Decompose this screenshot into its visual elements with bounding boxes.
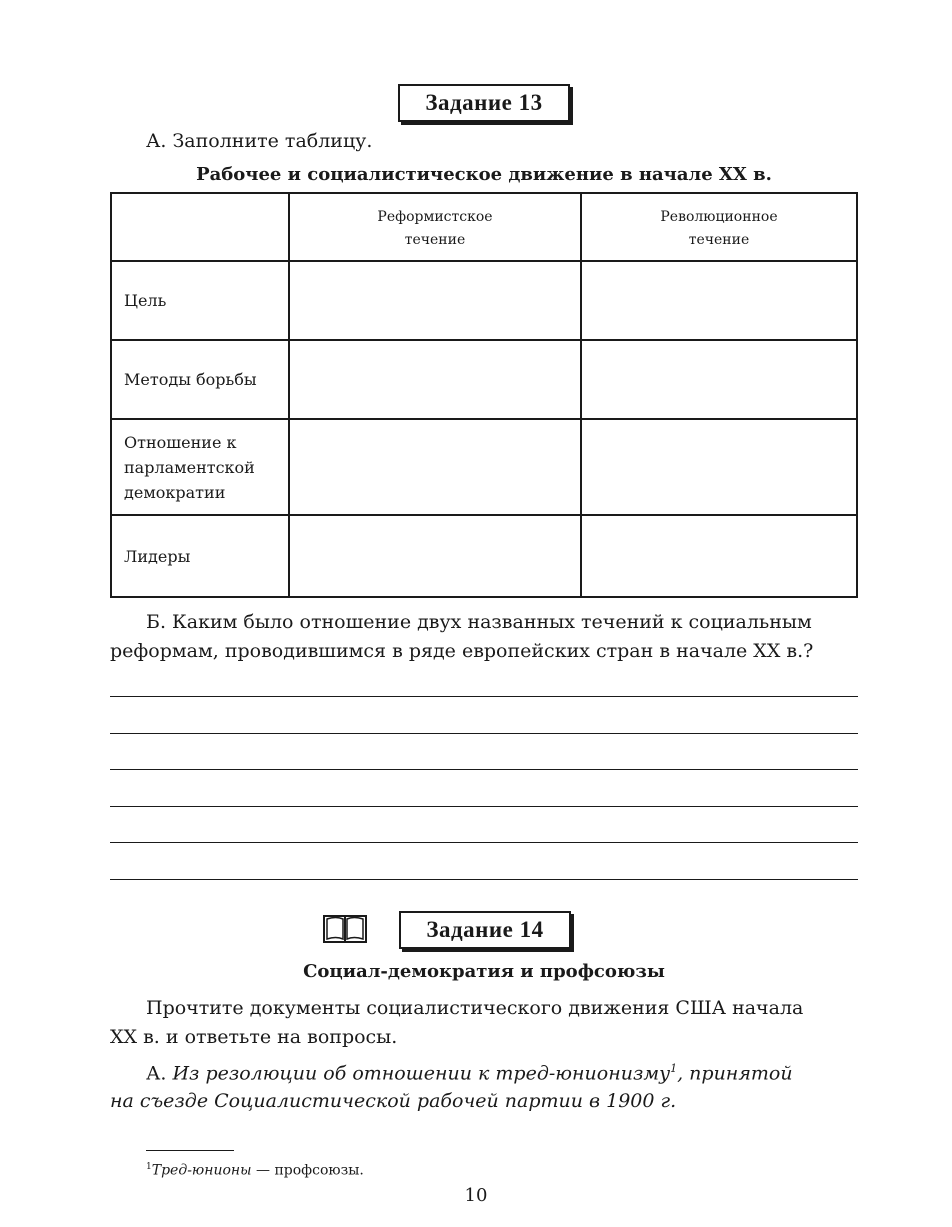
answer-line[interactable] (110, 842, 858, 843)
answer-cell[interactable] (581, 515, 857, 597)
table-row (111, 515, 857, 597)
row-label-line: Отношение к (124, 432, 237, 452)
table-row (111, 261, 857, 340)
table-corner-cell (111, 193, 289, 261)
fill-in-table (110, 192, 858, 598)
instruction-a: А. Заполните таблицу. (146, 130, 373, 152)
column-header-line: Революционное (660, 209, 778, 225)
column-header-revolutionary (581, 193, 857, 261)
table-title: Рабочее и социалистическое движение в начале XX в. (196, 164, 772, 185)
table-header-row (111, 193, 857, 261)
document-a-line (110, 1087, 862, 1115)
row-label-goal: Цель (111, 261, 289, 340)
answer-cell[interactable] (289, 261, 581, 340)
row-label-line: демократии (124, 482, 226, 502)
intro-line: XX в. и ответьте на вопросы. (110, 1026, 398, 1048)
answer-cell[interactable] (289, 340, 581, 419)
answer-line[interactable] (110, 733, 858, 734)
answer-line[interactable] (110, 879, 858, 880)
section-title: Социал-демократия и профсоюзы (303, 961, 665, 982)
footnote-number: 1 (146, 1162, 152, 1172)
column-header-line: течение (688, 232, 750, 248)
document-a-line (110, 1055, 862, 1087)
document-a-title-cont: на съезде Социалистической рабочей партии в 1900 г. (110, 1090, 677, 1113)
answer-cell[interactable] (581, 419, 857, 515)
column-header-line: течение (404, 232, 466, 248)
answer-line[interactable] (110, 769, 858, 770)
question-b (110, 608, 862, 666)
intro-line: Прочтите документы социалистического движения США начала (146, 997, 804, 1019)
task-14-heading: Задание 14 (399, 911, 571, 949)
document-a-prefix: А. (146, 1062, 167, 1085)
row-label-line: парламентской (124, 457, 255, 477)
question-b-line: Б. Каким было отношение двух названных течений к социальным (146, 611, 812, 633)
column-header-line: Реформистское (377, 209, 493, 225)
table-row (111, 340, 857, 419)
open-book-icon (322, 913, 368, 945)
answer-cell[interactable] (289, 515, 581, 597)
footnote-divider (146, 1150, 234, 1151)
answer-cell[interactable] (581, 340, 857, 419)
answer-cell[interactable] (581, 261, 857, 340)
answer-cell[interactable] (289, 419, 581, 515)
row-label-leaders: Лидеры (111, 515, 289, 597)
document-a-title-end: , принятой (677, 1062, 793, 1085)
column-header-reformist (289, 193, 581, 261)
footnote (146, 1162, 364, 1179)
footnote-term: Тред-юнионы (151, 1162, 252, 1179)
page-number: 10 (464, 1185, 488, 1206)
row-label-methods: Методы борьбы (111, 340, 289, 419)
answer-line[interactable] (110, 696, 858, 697)
footnote-definition: — профсоюзы. (251, 1162, 364, 1179)
task-13-heading: Задание 13 (398, 84, 570, 122)
table-row (111, 419, 857, 515)
document-a-title: Из резолюции об отношении к тред-юнионизму (172, 1062, 671, 1085)
document-a-heading (110, 1055, 862, 1115)
question-b-line: реформам, проводившимся в ряде европейских стран в начале XX в.? (110, 640, 814, 662)
answer-line[interactable] (110, 806, 858, 807)
row-label-parliament (111, 419, 289, 515)
footnote-mark[interactable]: 1 (670, 1062, 678, 1075)
task-14-intro (110, 994, 862, 1052)
